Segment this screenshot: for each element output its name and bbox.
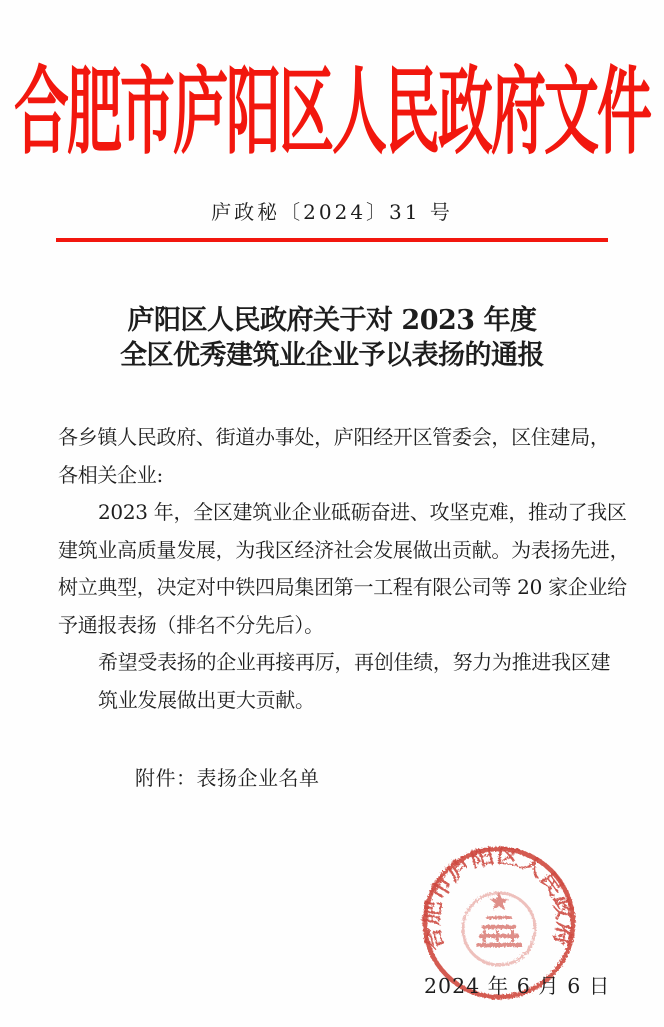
attachment-note: 附件：表扬企业名单 [135,766,320,790]
body-line: 树立典型，决定对中铁四局集团第一工程有限公司等 20 家企业给 [58,575,627,599]
document-title-line-1: 庐阳区人民政府关于对 2023 年度 [127,305,537,336]
document-title [0,303,664,373]
document-number: 庐政秘〔2024〕31 号 [211,200,453,224]
body-line: 希望受表扬的企业再接再厉，再创佳绩，努力为推进我区建 [98,650,611,674]
body-line: 予通报表扬（排名不分先后）。 [58,612,324,637]
red-header-title: 合肥市庐阳区人民政府文件 [13,54,650,167]
document-body [58,419,630,719]
document-title-line-2: 全区优秀建筑业企业予以表扬的通报 [120,340,544,371]
red-separator-line [56,238,608,242]
document-date: 2024 年 6 月 6 日 [424,974,611,998]
body-line: 各相关企业: [58,462,163,487]
body-line: 各乡镇人民政府、街道办事处，庐阳经开区管委会，区住建局， [58,425,610,449]
body-line: 筑业发展做出更大贡献。 [98,687,315,712]
body-line: 2023 年，全区建筑业企业砥砺奋进、攻坚克难，推动了我区 [98,500,627,524]
body-line: 建筑业高质量发展，为我区经济社会发展做出贡献。为表扬先进， [58,537,630,562]
seal-emblem [463,892,535,965]
seal-circular-text: 合肥市庐阳区人民政府 [419,843,577,954]
